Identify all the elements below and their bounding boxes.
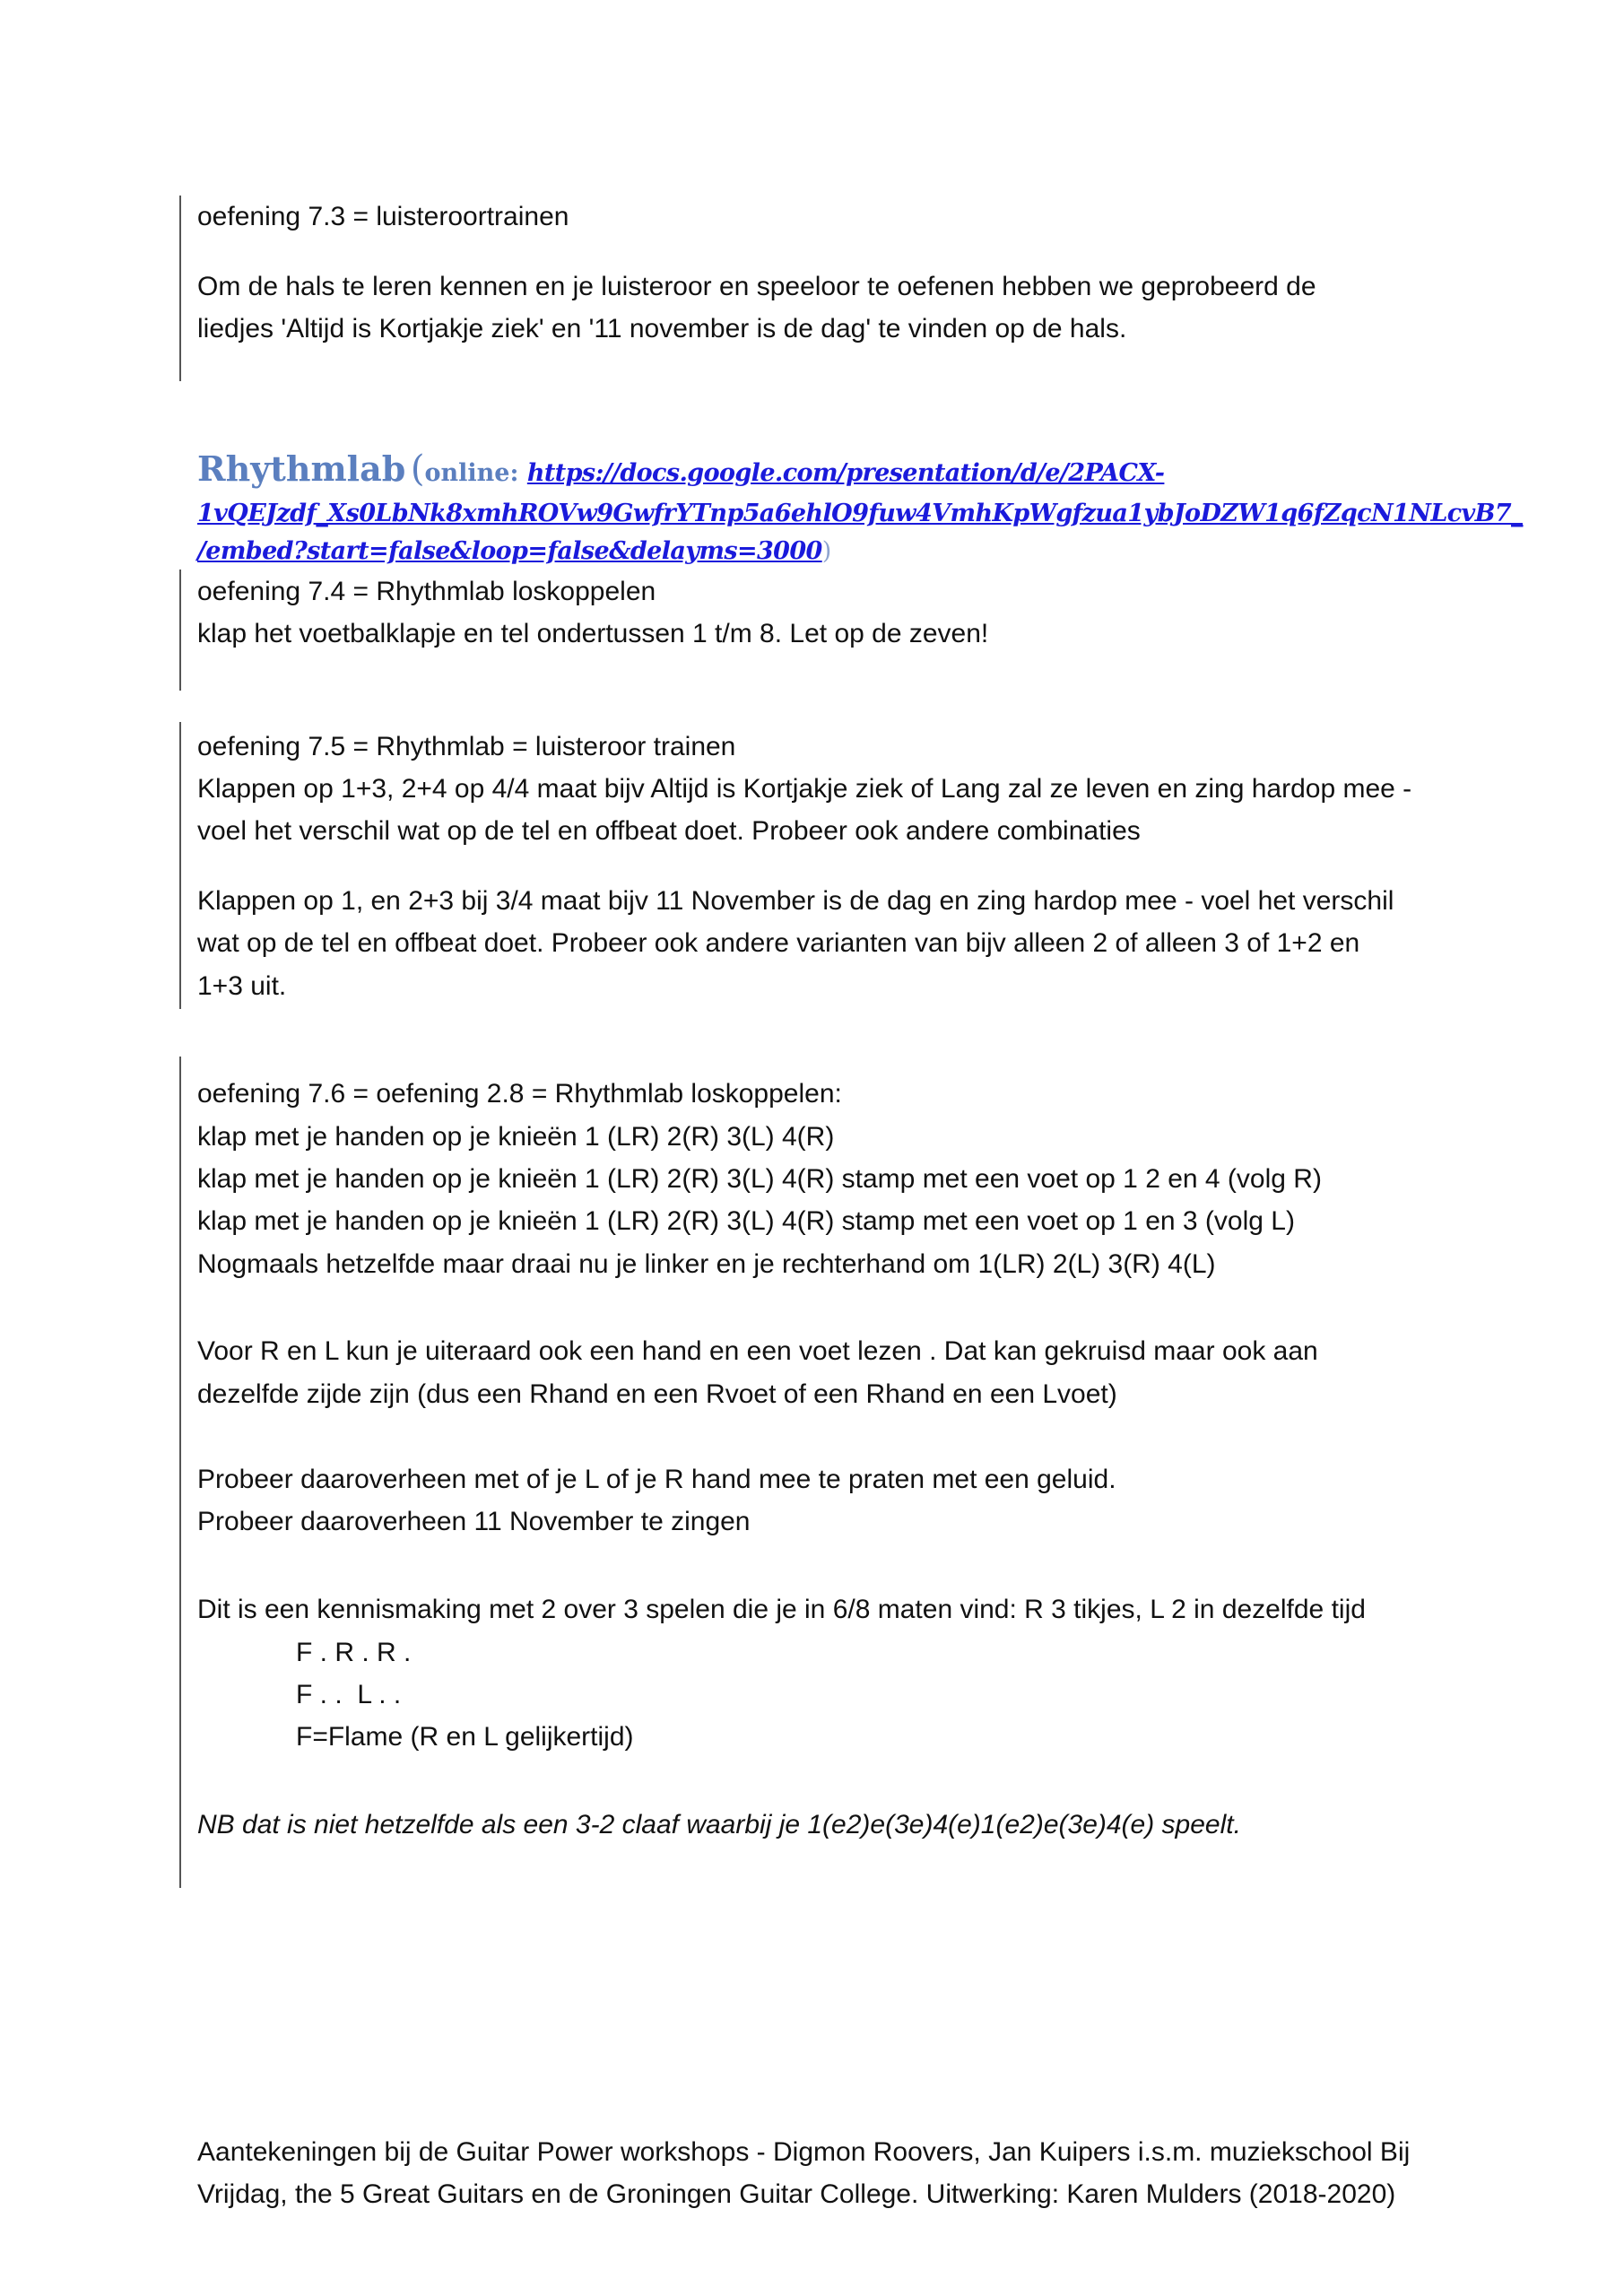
paragraph-line: Klappen op 1+3, 2+4 op 4/4 maat bijv Altijd is Kortjakje ziek of Lang zal ze leven en zing hardop mee - [197,774,1412,804]
paragraph-line: dezelfde zijde zijn (dus een Rhand en een Rvoet of een Rhand en een Lvoet) [197,1379,1117,1409]
paragraph-line: Probeer daaroverheen 11 November te zingen [197,1507,751,1536]
rhythm-pattern-line: F . R . R . [296,1638,412,1667]
change-bar [179,196,181,381]
paragraph-line: klap met je handen op je knieën 1 (LR) 2(R) 3(L) 4(R) stamp met een voet op 1 en 3 (volg L) [197,1206,1295,1236]
rhythmlab-link[interactable]: 1vQEJzdf_Xs0LbNk8xmhROVw9GwfrYTnp5a6ehlO9fuw4VmhKpWgfzua1ybJoDZW1q6fZqcN1NLcvB7_ [197,500,1523,527]
paragraph-line: Klappen op 1, en 2+3 bij 3/4 maat bijv 11 November is de dag en zing hardop mee - voel het verschil [197,886,1394,916]
change-bar [179,570,181,691]
paragraph-line: Probeer daaroverheen met of je L of je R hand mee te praten met een geluid. [197,1465,1116,1494]
section-heading [197,448,1164,490]
change-bar [179,722,181,1009]
paragraph-line: klap met je handen op je knieën 1 (LR) 2(R) 3(L) 4(R) [197,1122,835,1152]
paragraph-line: liedjes 'Altijd is Kortjakje ziek' en '11 november is de dag' te vinden op de hals. [197,314,1127,344]
heading-close-paren: ) [821,537,832,565]
footer-line: Vrijdag, the 5 Great Guitars en de Groningen Guitar College. Uitwerking: Karen Mulders (2018-2020) [197,2179,1396,2209]
paragraph-line: Om de hals te leren kennen en je luisteroor en speeloor te oefenen hebben we geprobeerd de [197,272,1316,301]
rhythmlab-link[interactable]: https://docs.google.com/presentation/d/e/2PACX- [526,459,1165,487]
online-label: online: [424,459,527,487]
paragraph-line: Dit is een kennismaking met 2 over 3 spelen die je in 6/8 maten vind: R 3 tikjes, L 2 in dezelfde tijd [197,1595,1366,1624]
paragraph-line: klap met je handen op je knieën 1 (LR) 2(R) 3(L) 4(R) stamp met een voet op 1 2 en 4 (volg R) [197,1164,1322,1194]
exercise-title: oefening 7.5 = Rhythmlab = luisteroor trainen [197,732,736,761]
exercise-title: oefening 7.4 = Rhythmlab loskoppelen [197,577,656,606]
paragraph-line: Nogmaals hetzelfde maar draai nu je linker en je rechterhand om 1(LR) 2(L) 3(R) 4(L) [197,1249,1216,1279]
rhythm-pattern-line: F . . L . . [296,1680,402,1709]
exercise-title: oefening 7.3 = luisteroortrainen [197,202,569,231]
rhythm-pattern-legend: F=Flame (R en L gelijkertijd) [296,1722,634,1752]
exercise-title: oefening 7.6 = oefening 2.8 = Rhythmlab loskoppelen: [197,1079,842,1109]
paragraph-line: voel het verschil wat op de tel en offbeat doet. Probeer ook andere combinaties [197,816,1141,846]
note-line: NB dat is niet hetzelfde als een 3-2 claaf waarbij je 1(e2)e(3e)4(e)1(e2)e(3e)4(e) speelt. [197,1810,1241,1839]
heading-open-paren: ( [410,448,425,490]
paragraph-line: wat op de tel en offbeat doet. Probeer ook andere varianten van bijv alleen 2 of alleen 3 of 1+2 en [197,928,1360,958]
heading-title: Rhythmlab [197,448,406,489]
link-continuation [197,534,831,573]
rhythmlab-link[interactable]: /embed?start=false&loop=false&delayms=3000 [197,537,822,565]
paragraph-line: Voor R en L kun je uiteraard ook een hand en een voet lezen . Dat kan gekruisd maar ook aan [197,1336,1318,1366]
link-continuation [197,496,1523,535]
footer-line: Aantekeningen bij de Guitar Power workshops - Digmon Roovers, Jan Kuipers i.s.m. muziekschool Bij [197,2137,1411,2167]
paragraph-line: 1+3 uit. [197,971,287,1001]
paragraph-line: klap het voetbalklapje en tel ondertussen 1 t/m 8. Let op de zeven! [197,619,989,648]
change-bar [179,1057,181,1888]
